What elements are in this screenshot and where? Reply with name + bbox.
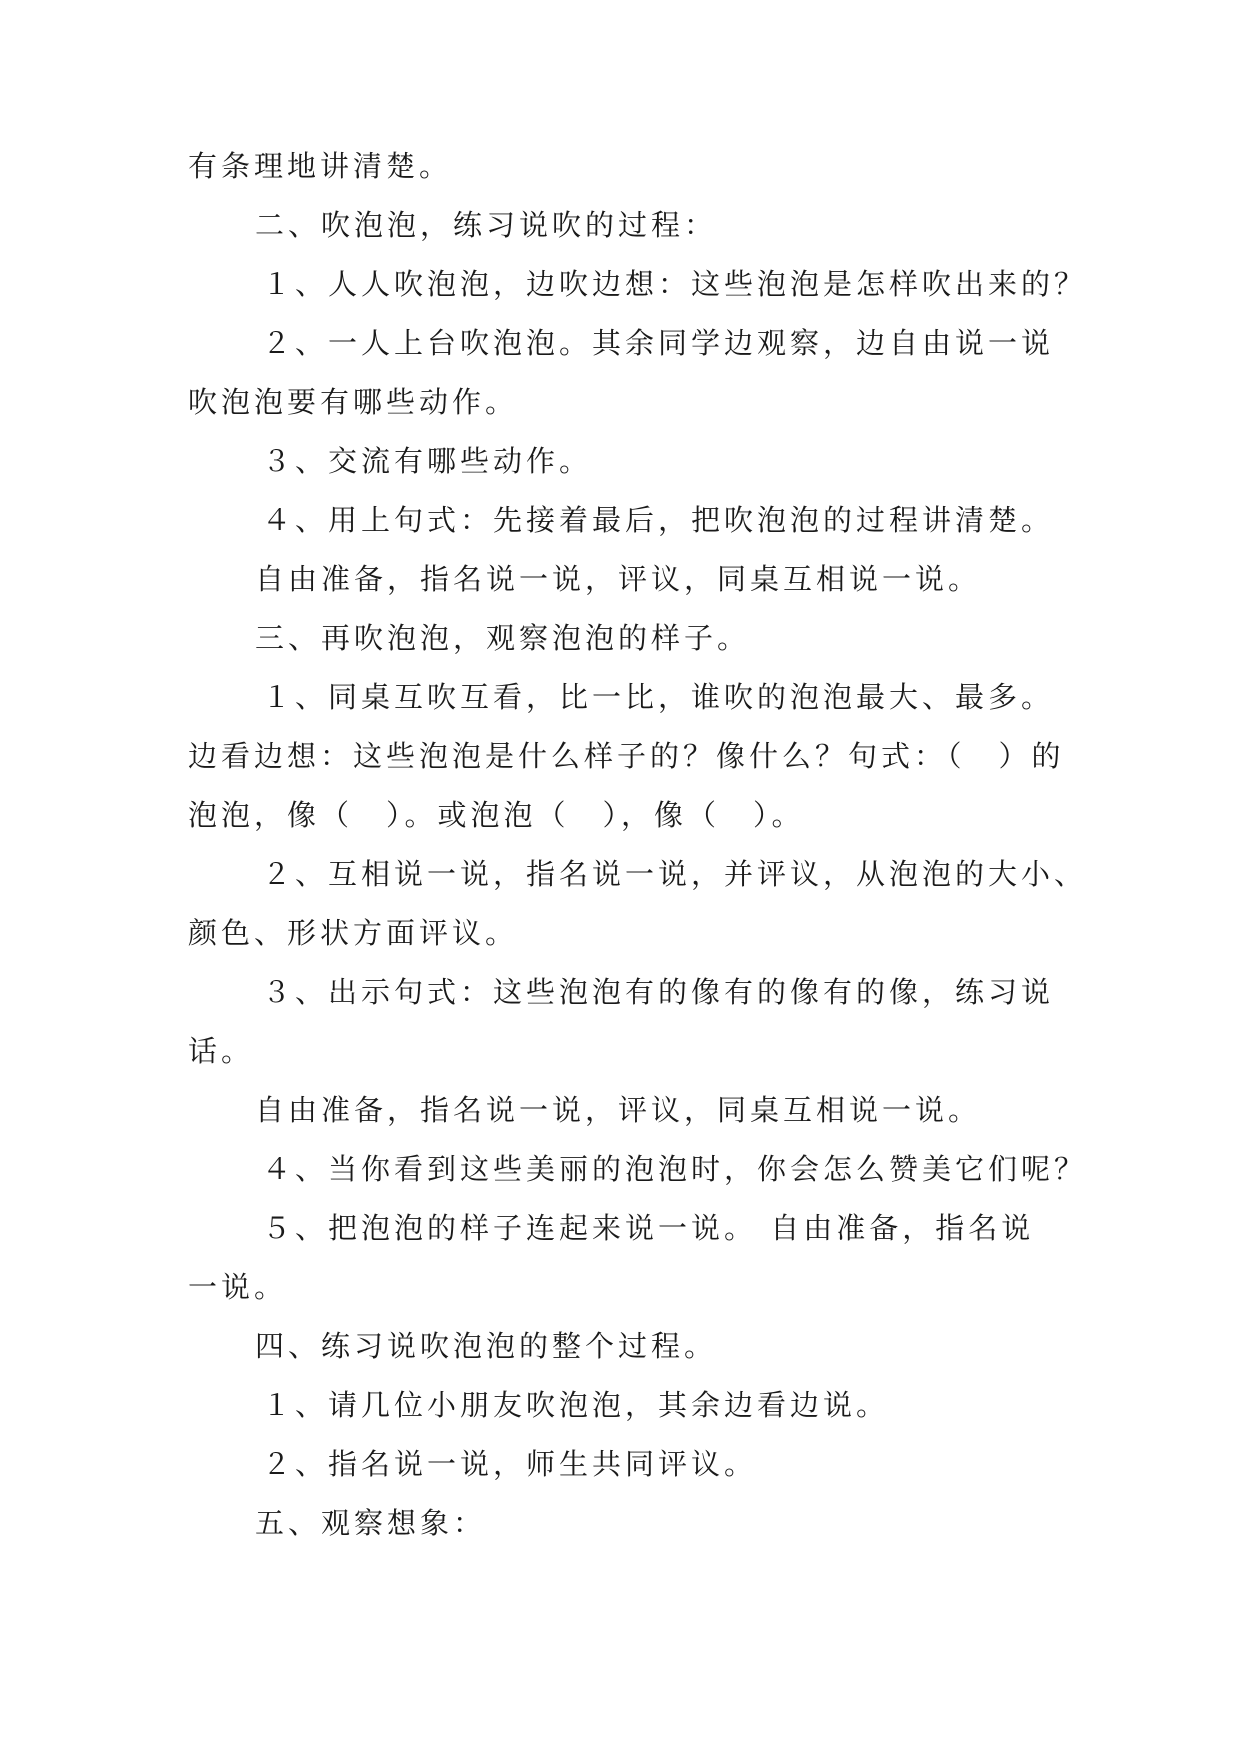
list-item: ４、当你看到这些美丽的泡泡时，你会怎么赞美它们呢？ [262, 1152, 1088, 1186]
list-item: ３、交流有哪些动作。 [262, 444, 593, 478]
text-line: 一说。 [188, 1270, 288, 1304]
list-item: １、同桌互吹互看，比一比，谁吹的泡泡最大、最多。 [262, 680, 1055, 714]
section-heading: 二、吹泡泡，练习说吹的过程： [255, 208, 718, 242]
section-heading: 五、观察想象： [255, 1506, 487, 1540]
text-line: 有条理地讲清楚。 [188, 149, 453, 183]
text-line: 吹泡泡要有哪些动作。 [188, 385, 519, 419]
list-item: ４、用上句式：先接着最后，把吹泡泡的过程讲清楚。 [262, 503, 1055, 537]
section-heading: 三、再吹泡泡，观察泡泡的样子。 [255, 621, 751, 655]
text-line: 自由准备，指名说一说，评议，同桌互相说一说。 [255, 562, 982, 596]
text-line: 话。 [188, 1034, 255, 1068]
text-line: 边看边想：这些泡泡是什么样子的？像什么？句式：（ ）的 [188, 739, 1065, 773]
list-item: ２、一人上台吹泡泡。其余同学边观察，边自由说一说 [262, 326, 1055, 360]
list-item: ５、把泡泡的样子连起来说一说。 自由准备，指名说 [262, 1211, 1035, 1245]
text-line: 自由准备，指名说一说，评议，同桌互相说一说。 [255, 1093, 982, 1127]
section-heading: 四、练习说吹泡泡的整个过程。 [255, 1329, 718, 1363]
list-item: ３、出示句式：这些泡泡有的像有的像有的像，练习说 [262, 975, 1055, 1009]
list-item: ２、指名说一说，师生共同评议。 [262, 1447, 758, 1481]
list-item: １、请几位小朋友吹泡泡，其余边看边说。 [262, 1388, 890, 1422]
text-line: 颜色、形状方面评议。 [188, 916, 519, 950]
list-item: ２、互相说一说，指名说一说，并评议，从泡泡的大小、 [262, 857, 1088, 891]
text-line: 泡泡，像（ ）。或泡泡（ ），像（ ）。 [188, 798, 805, 832]
list-item: １、人人吹泡泡，边吹边想：这些泡泡是怎样吹出来的？ [262, 267, 1088, 301]
